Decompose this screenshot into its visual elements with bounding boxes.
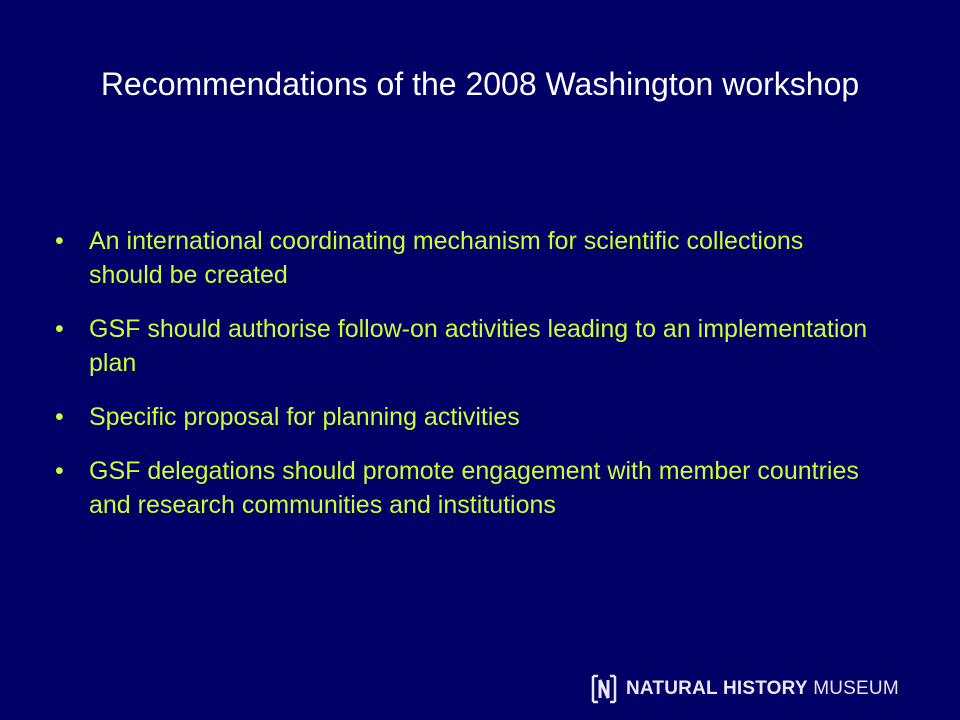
bullet-marker: • [55,457,64,485]
bullet-item [55,312,875,380]
bullet-item [55,224,875,292]
logo-wordmark-light: MUSEUM [807,678,899,699]
logo-wordmark [626,678,899,700]
bullet-marker: • [55,403,64,431]
museum-n-logo-icon [590,674,618,704]
slide-title: Recommendations of the 2008 Washington workshop [100,66,860,102]
bullet-text: GSF should authorise follow-on activities leading to an implementation plan [89,315,868,377]
bullet-text: GSF delegations should promote engagement with member countries and research communities and institutions [89,457,859,519]
logo-wordmark-bold: NATURAL HISTORY [626,678,808,699]
bullet-marker: • [55,227,64,255]
bullet-text: Specific proposal for planning activities [89,403,520,431]
bullet-text: An international coordinating mechanism for scientific collections should be created [89,227,804,289]
bullet-marker: • [55,315,64,343]
natural-history-museum-logo [590,673,899,705]
bullet-item [55,454,875,522]
bullet-list [55,224,875,542]
bullet-item [55,400,875,434]
